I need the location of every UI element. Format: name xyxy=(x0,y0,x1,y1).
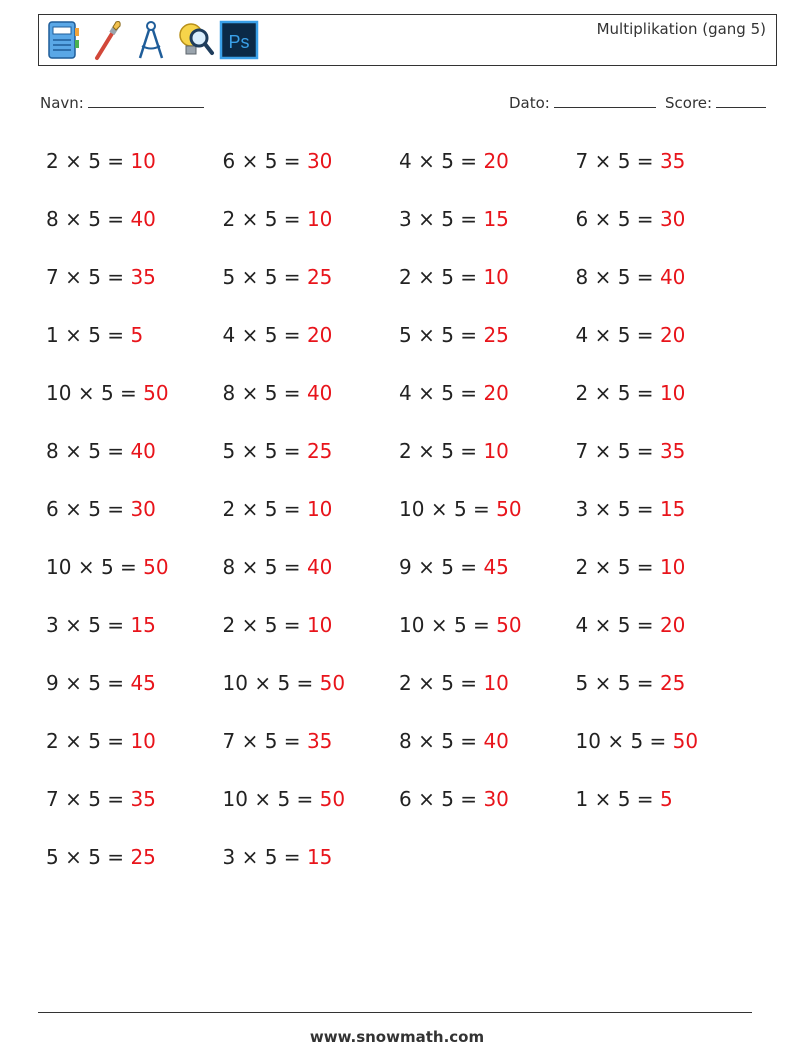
problem-factor-a: 4 xyxy=(575,323,589,347)
problem-factor-a: 3 xyxy=(575,497,589,521)
problem-answer: 40 xyxy=(659,265,686,289)
problem-item: 10 × 5 = 50 xyxy=(575,729,699,753)
times-sign: × xyxy=(65,787,82,811)
times-sign: × xyxy=(418,439,435,463)
problem-factor-a: 2 xyxy=(46,729,59,753)
problem-item: 3 × 5 = 15 xyxy=(575,497,686,521)
problem-answer: 20 xyxy=(483,149,509,173)
problem-item: 3 × 5 = 15 xyxy=(46,613,156,637)
problem-answer: 50 xyxy=(143,381,169,405)
times-sign: × xyxy=(418,381,435,405)
problem-item: 8 × 5 = 40 xyxy=(46,207,156,231)
times-sign: × xyxy=(241,613,259,637)
problem-answer: 35 xyxy=(130,265,156,289)
times-sign: × xyxy=(430,613,448,637)
problem-factor-b: 5 xyxy=(617,497,631,521)
times-sign: × xyxy=(418,555,435,579)
problem-item: 5 × 5 = 25 xyxy=(399,323,509,347)
times-sign: × xyxy=(65,323,82,347)
name-field[interactable] xyxy=(40,93,204,112)
problem-factor-a: 4 xyxy=(399,381,412,405)
problem-factor-b: 5 xyxy=(264,845,278,869)
problem-factor-a: 5 xyxy=(575,671,589,695)
footer-url: www.snowmath.com xyxy=(309,1028,485,1046)
problem-answer: 40 xyxy=(306,555,333,579)
problem-item: 10 × 5 = 50 xyxy=(399,497,522,521)
problem-answer: 20 xyxy=(659,323,686,347)
problem-factor-b: 5 xyxy=(617,787,631,811)
problem-item: 2 × 5 = 10 xyxy=(222,207,333,231)
times-sign: × xyxy=(65,265,82,289)
problem-factor-b: 5 xyxy=(88,729,101,753)
problem-factor-b: 5 xyxy=(264,729,278,753)
problem-answer: 30 xyxy=(659,207,686,231)
times-sign: × xyxy=(418,787,435,811)
score-label: Score: xyxy=(665,94,713,112)
problem-factor-a: 1 xyxy=(46,323,59,347)
times-sign: × xyxy=(241,497,259,521)
problem-factor-b: 5 xyxy=(277,671,291,695)
problem-item: 2 × 5 = 10 xyxy=(222,497,333,521)
problem-factor-b: 5 xyxy=(88,613,101,637)
problem-factor-a: 9 xyxy=(46,671,59,695)
problem-factor-a: 5 xyxy=(222,265,236,289)
problem-factor-b: 5 xyxy=(441,671,454,695)
problem-answer: 10 xyxy=(659,381,686,405)
times-sign: × xyxy=(65,439,82,463)
problem-item: 2 × 5 = 10 xyxy=(399,671,509,695)
times-sign: × xyxy=(430,497,448,521)
times-sign: × xyxy=(65,671,82,695)
problem-factor-b: 5 xyxy=(264,555,278,579)
problem-item: 10 × 5 = 50 xyxy=(46,555,169,579)
problem-answer: 20 xyxy=(483,381,509,405)
problem-factor-a: 7 xyxy=(575,149,589,173)
times-sign: × xyxy=(77,555,95,579)
times-sign: × xyxy=(418,729,435,753)
problem-item: 8 × 5 = 40 xyxy=(46,439,156,463)
footer-divider xyxy=(38,1012,752,1013)
problem-factor-a: 3 xyxy=(222,845,236,869)
times-sign: × xyxy=(241,555,259,579)
problem-factor-b: 5 xyxy=(100,555,114,579)
problem-item: 10 × 5 = 50 xyxy=(399,613,522,637)
problem-factor-b: 5 xyxy=(264,323,278,347)
problem-answer: 15 xyxy=(306,845,333,869)
problem-factor-a: 10 xyxy=(46,381,72,405)
problem-factor-a: 2 xyxy=(399,671,412,695)
problem-factor-a: 7 xyxy=(222,729,236,753)
times-sign: × xyxy=(241,207,259,231)
problem-factor-b: 5 xyxy=(441,555,454,579)
date-label: Dato: xyxy=(509,94,550,112)
problem-item: 4 × 5 = 20 xyxy=(575,613,686,637)
problem-factor-a: 7 xyxy=(46,265,59,289)
problem-item: 4 × 5 = 20 xyxy=(222,323,333,347)
problem-answer: 10 xyxy=(659,555,686,579)
problem-factor-b: 5 xyxy=(264,149,278,173)
times-sign: × xyxy=(594,613,612,637)
times-sign: × xyxy=(594,381,612,405)
problem-answer: 50 xyxy=(143,555,169,579)
problem-item: 5 × 5 = 25 xyxy=(222,265,333,289)
lightbulb-magnifier-icon xyxy=(175,18,215,62)
problem-factor-a: 10 xyxy=(46,555,72,579)
problem-item: 3 × 5 = 15 xyxy=(399,207,509,231)
problem-answer: 35 xyxy=(659,149,686,173)
times-sign: × xyxy=(241,439,259,463)
problem-item: 6 × 5 = 30 xyxy=(46,497,156,521)
problem-answer: 30 xyxy=(306,149,333,173)
times-sign: × xyxy=(65,729,82,753)
problem-factor-b: 5 xyxy=(617,207,631,231)
problem-factor-b: 5 xyxy=(88,265,101,289)
problem-item: 6 × 5 = 30 xyxy=(575,207,686,231)
problem-answer: 25 xyxy=(306,265,333,289)
notebook-icon xyxy=(43,18,83,62)
problem-answer: 15 xyxy=(483,207,509,231)
problem-factor-a: 2 xyxy=(575,555,589,579)
problem-answer: 25 xyxy=(306,439,333,463)
problem-item: 7 × 5 = 35 xyxy=(46,787,156,811)
problem-factor-a: 3 xyxy=(399,207,412,231)
problem-factor-a: 2 xyxy=(46,149,59,173)
times-sign: × xyxy=(254,671,272,695)
problem-item: 7 × 5 = 35 xyxy=(222,729,333,753)
problem-item: 6 × 5 = 30 xyxy=(399,787,509,811)
problem-factor-b: 5 xyxy=(100,381,114,405)
problem-factor-b: 5 xyxy=(88,787,101,811)
problem-factor-b: 5 xyxy=(264,207,278,231)
times-sign: × xyxy=(594,497,612,521)
problem-factor-a: 4 xyxy=(575,613,589,637)
problem-answer: 45 xyxy=(483,555,509,579)
problem-item: 8 × 5 = 40 xyxy=(222,381,333,405)
problem-factor-a: 2 xyxy=(222,497,236,521)
problem-factor-a: 6 xyxy=(399,787,412,811)
problem-factor-a: 1 xyxy=(575,787,589,811)
problem-answer: 10 xyxy=(306,613,333,637)
problem-factor-b: 5 xyxy=(617,381,631,405)
problem-factor-b: 5 xyxy=(88,845,101,869)
problem-item: 5 × 5 = 25 xyxy=(46,845,156,869)
times-sign: × xyxy=(418,323,435,347)
problem-answer: 30 xyxy=(130,497,156,521)
problem-answer: 35 xyxy=(130,787,156,811)
problem-factor-a: 10 xyxy=(399,497,425,521)
problem-factor-b: 5 xyxy=(441,149,454,173)
times-sign: × xyxy=(241,265,259,289)
problem-factor-a: 8 xyxy=(46,439,59,463)
times-sign: × xyxy=(594,439,612,463)
date-blank[interactable] xyxy=(554,93,656,108)
problem-factor-a: 4 xyxy=(222,323,236,347)
problem-factor-b: 5 xyxy=(441,381,454,405)
problem-factor-a: 5 xyxy=(222,439,236,463)
problem-answer: 10 xyxy=(483,439,509,463)
problem-factor-a: 9 xyxy=(399,555,412,579)
problem-factor-a: 10 xyxy=(399,613,425,637)
problem-factor-b: 5 xyxy=(264,497,278,521)
problem-factor-b: 5 xyxy=(88,149,101,173)
problem-factor-b: 5 xyxy=(441,265,454,289)
problem-factor-b: 5 xyxy=(441,439,454,463)
problem-item: 9 × 5 = 45 xyxy=(399,555,509,579)
times-sign: × xyxy=(594,265,612,289)
problem-item: 10 × 5 = 50 xyxy=(222,671,346,695)
problem-answer: 10 xyxy=(483,671,509,695)
problem-factor-b: 5 xyxy=(617,149,631,173)
problem-item: 7 × 5 = 35 xyxy=(575,439,686,463)
problem-item: 10 × 5 = 50 xyxy=(46,381,169,405)
date-field[interactable] xyxy=(509,93,656,112)
times-sign: × xyxy=(241,323,259,347)
problem-factor-b: 5 xyxy=(264,613,278,637)
times-sign: × xyxy=(65,207,82,231)
problem-answer: 25 xyxy=(659,671,686,695)
problem-answer: 25 xyxy=(483,323,509,347)
problem-factor-b: 5 xyxy=(441,207,454,231)
problem-answer: 10 xyxy=(483,265,509,289)
problem-item: 2 × 5 = 10 xyxy=(399,439,509,463)
problem-answer: 15 xyxy=(659,497,686,521)
times-sign: × xyxy=(418,149,435,173)
score-blank[interactable] xyxy=(716,93,766,108)
problem-item: 2 × 5 = 10 xyxy=(575,555,686,579)
problem-factor-b: 5 xyxy=(453,497,467,521)
problem-factor-a: 5 xyxy=(46,845,59,869)
problem-factor-b: 5 xyxy=(88,671,101,695)
problem-factor-b: 5 xyxy=(630,729,644,753)
problem-factor-a: 8 xyxy=(399,729,412,753)
problem-factor-b: 5 xyxy=(617,265,631,289)
problem-answer: 35 xyxy=(306,729,333,753)
times-sign: × xyxy=(594,671,612,695)
problem-item: 3 × 5 = 15 xyxy=(222,845,333,869)
problem-answer: 40 xyxy=(306,381,333,405)
problem-answer: 10 xyxy=(130,729,156,753)
problem-item: 5 × 5 = 25 xyxy=(575,671,686,695)
problem-item: 2 × 5 = 10 xyxy=(399,265,509,289)
times-sign: × xyxy=(65,613,82,637)
problem-factor-a: 2 xyxy=(222,613,236,637)
problem-answer: 30 xyxy=(483,787,509,811)
problem-answer: 35 xyxy=(659,439,686,463)
problem-factor-a: 10 xyxy=(222,787,248,811)
problem-item: 2 × 5 = 10 xyxy=(575,381,686,405)
name-label: Navn: xyxy=(40,94,84,112)
worksheet-header xyxy=(38,14,777,66)
problem-factor-b: 5 xyxy=(264,439,278,463)
problem-answer: 40 xyxy=(130,439,156,463)
problem-answer: 40 xyxy=(483,729,509,753)
problem-factor-a: 7 xyxy=(575,439,589,463)
times-sign: × xyxy=(418,671,435,695)
problem-item: 2 × 5 = 10 xyxy=(222,613,333,637)
problem-answer: 50 xyxy=(319,671,346,695)
times-sign: × xyxy=(594,323,612,347)
problem-factor-a: 6 xyxy=(575,207,589,231)
problem-answer: 45 xyxy=(130,671,156,695)
name-blank[interactable] xyxy=(88,93,204,108)
problem-factor-b: 5 xyxy=(88,207,101,231)
problem-factor-b: 5 xyxy=(441,729,454,753)
problem-item: 1 × 5 = 5 xyxy=(575,787,673,811)
times-sign: × xyxy=(607,729,625,753)
problem-item: 7 × 5 = 35 xyxy=(575,149,686,173)
icon-row xyxy=(43,18,259,62)
problem-answer: 10 xyxy=(306,207,333,231)
times-sign: × xyxy=(65,497,82,521)
problem-item: 2 × 5 = 10 xyxy=(46,149,156,173)
problem-factor-a: 8 xyxy=(222,381,236,405)
problem-item: 9 × 5 = 45 xyxy=(46,671,156,695)
problem-answer: 5 xyxy=(659,787,673,811)
times-sign: × xyxy=(77,381,95,405)
problem-factor-a: 8 xyxy=(46,207,59,231)
problem-answer: 20 xyxy=(306,323,333,347)
score-field[interactable] xyxy=(665,93,766,112)
problem-item: 4 × 5 = 20 xyxy=(575,323,686,347)
problem-answer: 20 xyxy=(659,613,686,637)
times-sign: × xyxy=(241,845,259,869)
times-sign: × xyxy=(594,207,612,231)
problem-factor-b: 5 xyxy=(264,381,278,405)
problem-factor-b: 5 xyxy=(88,323,101,347)
problem-answer: 5 xyxy=(130,323,144,347)
svg-text:Ps: Ps xyxy=(228,32,250,52)
problem-item: 8 × 5 = 40 xyxy=(399,729,509,753)
problem-factor-a: 2 xyxy=(222,207,236,231)
problem-factor-a: 7 xyxy=(46,787,59,811)
times-sign: × xyxy=(65,845,82,869)
problem-item: 5 × 5 = 25 xyxy=(222,439,333,463)
problem-answer: 15 xyxy=(130,613,156,637)
times-sign: × xyxy=(65,149,82,173)
problem-factor-b: 5 xyxy=(88,439,101,463)
problem-item: 2 × 5 = 10 xyxy=(46,729,156,753)
problem-item: 4 × 5 = 20 xyxy=(399,381,509,405)
problem-factor-b: 5 xyxy=(264,265,278,289)
compass-icon xyxy=(131,18,171,62)
problem-item: 4 × 5 = 20 xyxy=(399,149,509,173)
problem-answer: 25 xyxy=(130,845,156,869)
problem-factor-b: 5 xyxy=(441,787,454,811)
problem-factor-b: 5 xyxy=(617,323,631,347)
times-sign: × xyxy=(594,787,612,811)
times-sign: × xyxy=(594,555,612,579)
problem-factor-b: 5 xyxy=(277,787,291,811)
times-sign: × xyxy=(241,381,259,405)
problem-factor-a: 10 xyxy=(575,729,601,753)
problem-answer: 10 xyxy=(306,497,333,521)
problem-item: 7 × 5 = 35 xyxy=(46,265,156,289)
problem-factor-b: 5 xyxy=(617,671,631,695)
problem-answer: 50 xyxy=(496,497,522,521)
problem-factor-a: 5 xyxy=(399,323,412,347)
problem-answer: 50 xyxy=(496,613,522,637)
problem-factor-a: 3 xyxy=(46,613,59,637)
problem-item: 1 × 5 = 5 xyxy=(46,323,144,347)
problem-item: 6 × 5 = 30 xyxy=(222,149,333,173)
problem-factor-a: 2 xyxy=(399,439,412,463)
problem-factor-b: 5 xyxy=(617,613,631,637)
problem-factor-b: 5 xyxy=(617,555,631,579)
problem-factor-a: 6 xyxy=(46,497,59,521)
problem-factor-a: 8 xyxy=(575,265,589,289)
problem-factor-b: 5 xyxy=(617,439,631,463)
problem-factor-a: 6 xyxy=(222,149,236,173)
problem-answer: 50 xyxy=(319,787,346,811)
problem-item: 8 × 5 = 40 xyxy=(222,555,333,579)
times-sign: × xyxy=(594,149,612,173)
problem-factor-b: 5 xyxy=(88,497,101,521)
problem-item: 8 × 5 = 40 xyxy=(575,265,686,289)
times-sign: × xyxy=(254,787,272,811)
problem-factor-a: 8 xyxy=(222,555,236,579)
problem-factor-a: 10 xyxy=(222,671,248,695)
paintbrush-icon xyxy=(87,18,127,62)
problem-answer: 50 xyxy=(672,729,699,753)
times-sign: × xyxy=(418,207,435,231)
problem-item: 10 × 5 = 50 xyxy=(222,787,346,811)
problem-grid xyxy=(46,141,752,895)
problem-factor-b: 5 xyxy=(453,613,467,637)
problem-factor-b: 5 xyxy=(441,323,454,347)
problem-answer: 40 xyxy=(130,207,156,231)
times-sign: × xyxy=(241,729,259,753)
photoshop-icon xyxy=(219,18,259,62)
problem-factor-a: 2 xyxy=(399,265,412,289)
problem-factor-a: 4 xyxy=(399,149,412,173)
problem-factor-a: 2 xyxy=(575,381,589,405)
times-sign: × xyxy=(241,149,259,173)
problem-answer: 10 xyxy=(130,149,156,173)
worksheet-title: Multiplikation (gang 5) xyxy=(596,20,766,38)
times-sign: × xyxy=(418,265,435,289)
